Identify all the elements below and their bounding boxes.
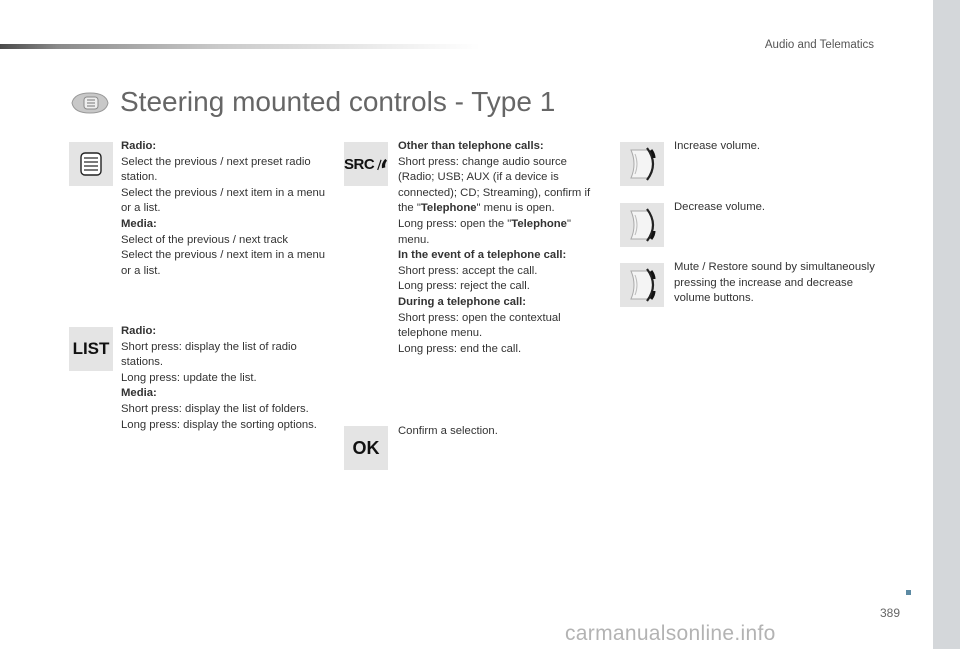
- mute-description: [674, 260, 879, 307]
- phone-icon: [376, 156, 388, 172]
- watermark: carmanualsonline.info: [565, 622, 776, 645]
- volume-down-description: [674, 200, 879, 216]
- wheel-media-line-2: Select the previous / next item in a menu or a list.: [121, 249, 326, 277]
- volume-up-text: Increase volume.: [674, 140, 761, 152]
- page-title: Steering mounted controls - Type 1: [120, 86, 556, 117]
- telephone-keyword-2: Telephone: [511, 217, 567, 230]
- section-title: Audio and Telematics: [764, 39, 874, 51]
- wheel-media-line-1: Select of the previous / next track: [121, 233, 289, 246]
- volume-down-text: Decrease volume.: [674, 201, 766, 213]
- volume-down-button: [620, 203, 664, 247]
- list-description: [121, 324, 326, 433]
- media-heading: Media:: [121, 217, 157, 230]
- mute-button: [620, 263, 664, 307]
- list-media-heading: Media:: [121, 387, 157, 400]
- ok-text: Confirm a selection.: [398, 425, 498, 437]
- side-strip: [933, 0, 960, 649]
- list-button-label: LIST: [72, 339, 110, 358]
- src-line-short-press: [398, 155, 598, 217]
- header-gradient-line: [0, 44, 480, 49]
- list-media-line-1: Short press: display the list of folders.: [121, 402, 309, 415]
- steering-wheel-volume-down-icon: [623, 205, 661, 245]
- src-line-long-press: [398, 217, 598, 248]
- steering-wheel-volume-up-icon: [623, 144, 661, 184]
- list-media-line-2: Long press: display the sorting options.: [121, 418, 317, 431]
- src-heading-other-calls: Other than telephone calls:: [398, 140, 544, 152]
- src-line-long-press-end: " menu.: [398, 217, 571, 246]
- scroll-wheel-button: [69, 142, 113, 186]
- steering-wheel-mute-icon: [623, 265, 661, 305]
- src-heading-incoming-call: In the event of a telephone call:: [398, 249, 567, 262]
- telephone-keyword: Telephone: [420, 202, 477, 215]
- mute-text: Mute / Restore sound by simultaneously pressing the increase and decrease volume buttons.: [674, 261, 875, 305]
- scroll-wheel-icon: [76, 149, 106, 179]
- page-number: 389: [880, 606, 901, 620]
- page-marker-dot: [906, 590, 911, 595]
- ok-button-label: OK: [352, 437, 380, 458]
- list-radio-line-1: Short press: display the list of radio stations.: [121, 340, 297, 369]
- src-during-line-1: Short press: open the contextual telephone menu.: [398, 311, 561, 340]
- ok-description: [398, 424, 603, 440]
- wheel-radio-line-1: Select the previous / next preset radio station.: [121, 155, 311, 184]
- src-call-line-2: Long press: reject the call.: [398, 280, 530, 293]
- radio-heading: Radio:: [121, 140, 157, 152]
- ok-button: [344, 426, 388, 470]
- src-line-short-press-text: Short press: change audio source (Radio; USB; AUX (if a device is connected); CD; Streaming), confirm if the ": [398, 155, 591, 215]
- list-radio-heading: Radio:: [121, 325, 157, 337]
- src-heading-during-call: During a telephone call:: [398, 295, 527, 308]
- src-during-line-2: Long press: end the call.: [398, 342, 522, 355]
- src-call-line-1: Short press: accept the call.: [398, 264, 538, 277]
- src-line-short-press-end: " menu is open.: [476, 202, 555, 215]
- list-radio-line-2: Long press: update the list.: [121, 371, 257, 384]
- volume-up-description: [674, 139, 879, 155]
- wheel-radio-line-2: Select the previous / next item in a menu or a list.: [121, 186, 326, 215]
- steering-controls-icon: [68, 89, 112, 117]
- scroll-wheel-description: [121, 139, 326, 279]
- src-description: [398, 139, 598, 357]
- list-button: [69, 327, 113, 371]
- volume-up-button: [620, 142, 664, 186]
- src-label: SRC: [344, 155, 375, 173]
- src-phone-button: [344, 142, 388, 186]
- src-line-long-press-text: Long press: open the ": [398, 217, 512, 230]
